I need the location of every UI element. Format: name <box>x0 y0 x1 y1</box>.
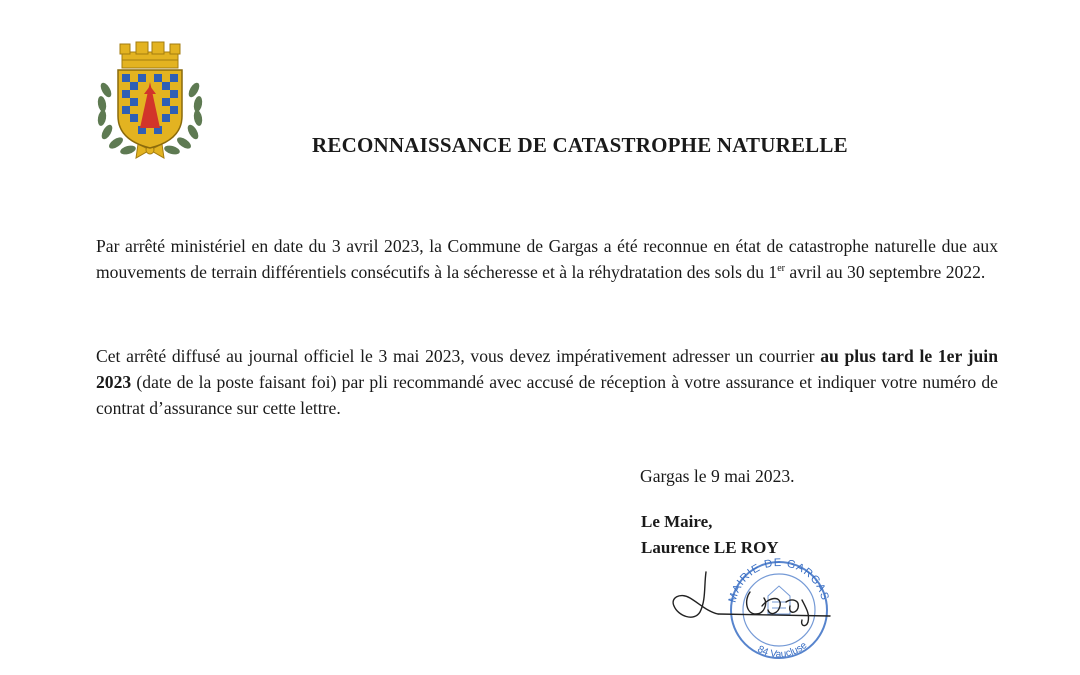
paragraph-instructions-end: (date de la poste faisant foi) par pli recommandé avec accusé de réception à votre assurance et indiquer votre numéro de contrat d’assurance sur cette lettre. <box>96 372 998 418</box>
paragraph-decision <box>96 233 998 285</box>
handwritten-signature-icon <box>673 572 830 626</box>
mural-crown-icon <box>120 42 180 68</box>
ordinal-superscript: er <box>777 263 785 274</box>
stamp-top-text: MAIRIE DE GARGAS <box>726 556 831 604</box>
signatory-name: Laurence LE ROY <box>641 538 779 557</box>
official-stamp <box>660 556 850 666</box>
paragraph-decision-text: Par arrêté ministériel en date du 3 avril 2023, la Commune de Gargas a été reconnue en état de catastrophe naturelle due aux mouvements de terrain différentiels consécutifs à la sécheresse et à la réhydratation des sols du 1 <box>96 236 998 282</box>
paragraph-decision-end: avril au 30 septembre 2022. <box>784 262 986 282</box>
stamp-bottom-text: 84 Vaucluse <box>755 639 810 661</box>
signatory-role: Le Maire, <box>641 512 713 531</box>
place-and-date: Gargas le 9 mai 2023. <box>640 466 795 486</box>
deadline-emphasis: au plus tard le 1er juin 2023 <box>96 346 998 392</box>
document-title: RECONNAISSANCE DE CATASTROPHE NATURELLE <box>312 133 848 157</box>
paragraph-instructions-text: Cet arrêté diffusé au journal officiel le 3 mai 2023, vous devez impérativement adresser un courrier <box>96 346 821 366</box>
shield-icon <box>118 70 182 148</box>
paragraph-instructions <box>96 343 998 421</box>
coat-of-arms-emblem <box>92 38 208 162</box>
